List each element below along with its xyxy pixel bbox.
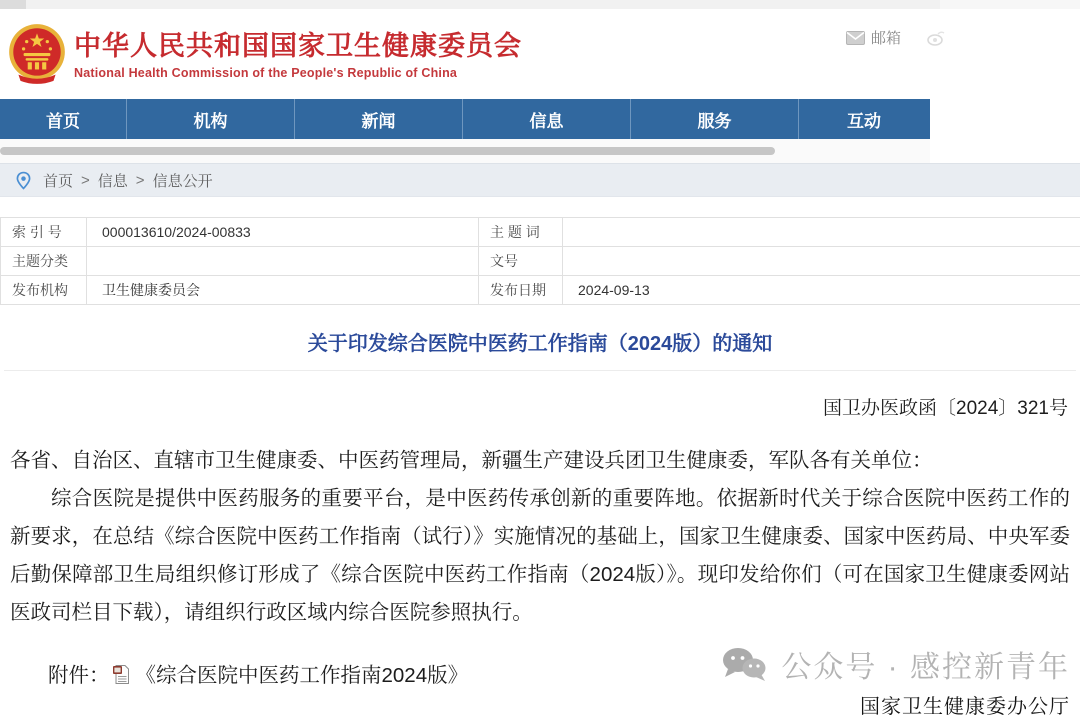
- table-row: [1, 247, 1080, 276]
- location-pin-icon: [16, 171, 31, 190]
- nav-item-news[interactable]: 新闻: [295, 99, 463, 139]
- meta-label-publish-date: 发布日期: [479, 276, 563, 305]
- table-row: [1, 218, 1080, 247]
- right-stub: [940, 0, 1080, 9]
- browser-top-strip: [0, 0, 1080, 9]
- article-body: [10, 442, 1070, 632]
- watermark-text: 公众号 · 感控新青年: [781, 651, 1070, 684]
- nav-item-services[interactable]: 服务: [631, 99, 799, 139]
- table-row: [1, 276, 1080, 305]
- salutation-paragraph: 各省、自治区、直辖市卫生健康委、中医药管理局，新疆生产建设兵团卫生健康委，军队各有关单位：: [10, 449, 933, 472]
- nav-item-information[interactable]: 信息: [463, 99, 631, 139]
- doc-file-icon: [112, 664, 130, 685]
- watermark: [721, 642, 1070, 686]
- attachment-link[interactable]: 《综合医院中医药工作指南2024版》: [135, 664, 469, 687]
- article-title: 关于印发综合医院中医药工作指南（2024版）的通知: [307, 333, 773, 355]
- meta-value-subject-words: [563, 218, 1080, 247]
- body-paragraph: 综合医院是提供中医药服务的重要平台，是中医药传承创新的重要阵地。依据新时代关于综合医院中医药工作的新要求，在总结《综合医院中医药工作指南（试行）》实施情况的基础上，国家卫生健康委、国家中医药局、中央军委后勤保障部卫生局组织修订形成了《综合医院中医药工作指南（2024版）》。现印发给你们（可在国家卫生健康委网站医政司栏目下载），请组织行政区域内综合医院参照执行。: [10, 487, 1070, 624]
- mail-icon: [846, 31, 865, 45]
- attachment-label: 附件：: [48, 664, 110, 687]
- mailbox-label: 邮箱: [870, 30, 901, 47]
- wechat-icon: [721, 646, 767, 682]
- meta-label-topic-category: 主题分类: [1, 247, 87, 276]
- bottom-right-block: [721, 642, 1070, 719]
- meta-value-doc-symbol: [563, 247, 1080, 276]
- nav-item-organization[interactable]: 机构: [127, 99, 295, 139]
- breadcrumb: [0, 163, 1080, 197]
- breadcrumb-information[interactable]: 信息: [97, 172, 128, 190]
- meta-label-issuing-agency: 发布机构: [1, 276, 87, 305]
- title-divider: [4, 370, 1076, 371]
- document-number: 国卫办医政函〔2024〕321号: [823, 398, 1068, 419]
- mailbox-link[interactable]: [846, 27, 901, 48]
- meta-value-issuing-agency: 卫生健康委员会: [87, 276, 479, 305]
- meta-label-subject-words: 主 题 词: [479, 218, 563, 247]
- horizontal-scrollbar[interactable]: [0, 139, 930, 163]
- national-emblem-logo: [8, 21, 66, 87]
- header-utilities: [846, 27, 945, 48]
- main-nav: [0, 99, 930, 139]
- meta-value-index-number: 000013610/2024-00833: [87, 218, 479, 247]
- nav-item-interaction[interactable]: 互动: [847, 111, 881, 131]
- issuing-office-signature: 国家卫生健康委办公厅: [860, 696, 1070, 718]
- meta-label-index-number: 索 引 号: [1, 218, 87, 247]
- meta-value-publish-date: 2024-09-13: [563, 276, 1080, 305]
- header-titles: [74, 29, 522, 80]
- breadcrumb-home[interactable]: 首页: [43, 172, 74, 190]
- meta-value-topic-category: [87, 247, 479, 276]
- breadcrumb-separator: >: [135, 171, 145, 189]
- site-header: [0, 9, 1080, 99]
- meta-label-doc-symbol: 文号: [479, 247, 563, 276]
- tab-stub: [0, 0, 26, 9]
- document-meta-table: [0, 217, 1080, 305]
- scrollbar-thumb[interactable]: [0, 147, 775, 155]
- breadcrumb-separator: >: [81, 171, 90, 189]
- site-subtitle-english: National Health Commission of the People's Republic of China: [74, 65, 458, 80]
- breadcrumb-info-disclosure[interactable]: 信息公开: [152, 172, 213, 190]
- site-title: 中华人民共和国国家卫生健康委员会: [74, 30, 522, 61]
- weibo-icon[interactable]: [927, 30, 945, 46]
- nav-item-home[interactable]: 首页: [0, 99, 127, 139]
